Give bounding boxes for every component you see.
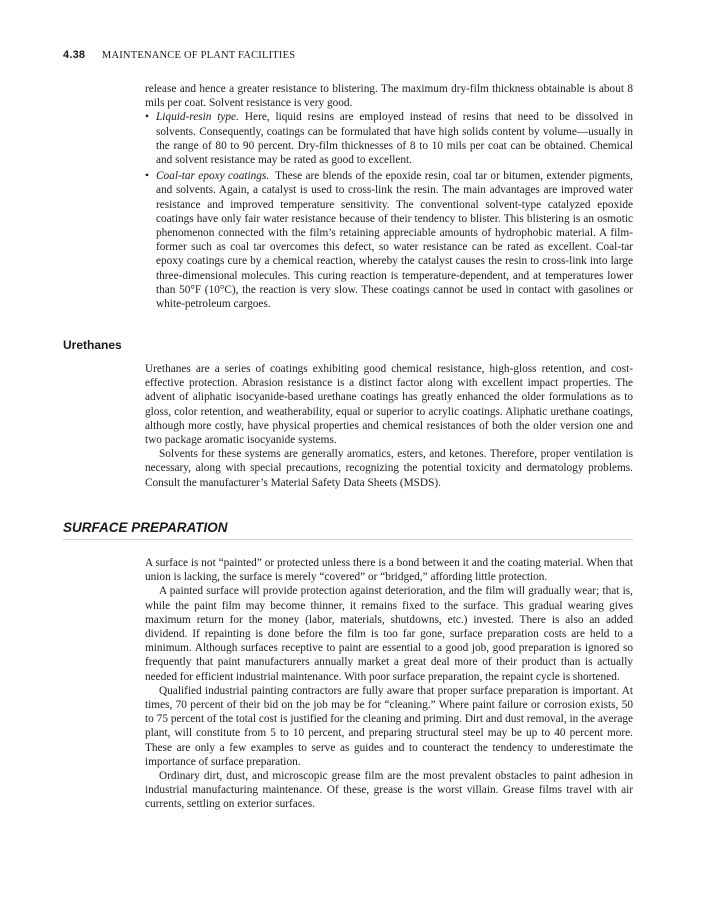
section-heading: SURFACE PREPARATION <box>63 520 228 535</box>
surface-preparation-body <box>145 556 633 812</box>
paragraph: Ordinary dirt, dust, and microscopic grease film are the most prevalent obstacles to paint adhesion in industrial manufacturing maintenance. Of these, grease is the worst villain. Grease films travel with air currents, settling on exterior surfaces. <box>145 770 633 811</box>
bullet-text: These are blends of the epoxide resin, coal tar or bitumen, extender pigments, and solvents. Again, a catalyst is used to cross-link the resin. The main advantages are improved water resistance and improved temperature sensitivity. The conventional solvent-type catalyzed epoxide coatings have only fair water resistance because of their tendency to blister. This blistering is an osmotic phenomenon connected with the film’s retaining appreciable amounts of hydrophobic material. A film-former such as coal tar overcomes this defect, so water resistance can be rated as excellent. Coal-tar epoxy coatings cure by a chemical reaction, whereby the catalyst causes the resin to cross-link into large three-dimensional molecules. This curing reaction is temperature-dependent, and at temperatures lower than 50°F (10°C), the reaction is very slow. These coatings cannot be used in contact with gasolines or white-petroleum cargoes. <box>156 170 633 311</box>
paragraph: A painted surface will provide protection against deterioration, and the film will gradually wear; that is, while the paint film may become thinner, it remains fixed to the surface. This gradual wearing gives maximum return for the money (labor, materials, shutdowns, etc.) invested. There is also an added dividend. If repainting is done before the film is too far gone, surface preparation costs are held to a minimum. Although surfaces receptive to paint are essential to a good job, good preparation is ignored so frequently that paint manufacturers annually market a great deal more of their product than is actually needed for efficient industrial maintenance. With poor surface preparation, the repaint cycle is shortened. <box>145 585 633 683</box>
running-header <box>63 49 295 61</box>
epoxy-continuation-block <box>145 82 633 313</box>
paragraph: Qualified industrial painting contractors are fully aware that proper surface preparation is important. At times, 70 percent of their bid on the job may be for “cleaning.” Where paint failure or corrosion exists, 50 to 75 percent of the total cost is justified for the cleaning and priming. Dirt and dust removal, in the average plant, will constitute from 5 to 10 percent, and preparing structural steel may be up to 40 percent more. These are only a few examples to serve as guides and to counteract the tendency to underestimate the importance of surface preparation. <box>145 684 633 768</box>
list-item <box>145 169 633 311</box>
bullet-term: Liquid-resin type. <box>156 111 239 124</box>
bullet-text: Here, liquid resins are employed instead of resins that need to be dissolved in solvents. Consequently, coatings can be formulated that have high solids content by volume—usually in the range of 80 to 90 percent. Dry-film thicknesses of 8 to 10 mils per coat can be obtained. Chemical and solvent resistance may be rated as good to excellent. <box>156 111 633 167</box>
paragraph: A surface is not “painted” or protected unless there is a bond between it and the coating material. When that union is lacking, the surface is merely “covered” or “bridged,” affording little protection. <box>145 557 633 584</box>
bullet-icon: • <box>145 170 149 183</box>
urethanes-body <box>145 362 633 490</box>
bullet-icon: • <box>145 111 149 124</box>
urethanes-heading: Urethanes <box>63 338 122 352</box>
epoxy-types-list <box>145 110 633 311</box>
section-divider <box>63 539 633 540</box>
running-title: MAINTENANCE OF PLANT FACILITIES <box>101 50 296 61</box>
continuation-paragraph: release and hence a greater resistance to blistering. The maximum dry-film thickness obtainable is about 8 mils per coat. Solvent resistance is very good. <box>145 83 633 110</box>
paragraph: Urethanes are a series of coatings exhibiting good chemical resistance, high-gloss retention, and cost-effective protection. Abrasion resistance is a distinct factor along with excellent impact properties. The advent of aliphatic isocyanide-based urethane coatings has greatly enhanced the older formulations as to gloss, color retention, and weatherability, equal or superior to acrylic coatings. Aliphatic urethane coatings, although more costly, have physical properties and chemical resistances of both the older version one and two package aromatic isocyanide systems. <box>145 363 633 447</box>
page-number: 4.38 <box>63 49 86 61</box>
list-item <box>145 110 633 167</box>
paragraph: Solvents for these systems are generally aromatics, esters, and ketones. Therefore, proper ventilation is necessary, along with special precautions, recognizing the potential toxicity and dermatology problems. Consult the manufacturer’s Material Safety Data Sheets (MSDS). <box>145 448 633 489</box>
bullet-term: Coal-tar epoxy coatings. <box>156 170 270 183</box>
